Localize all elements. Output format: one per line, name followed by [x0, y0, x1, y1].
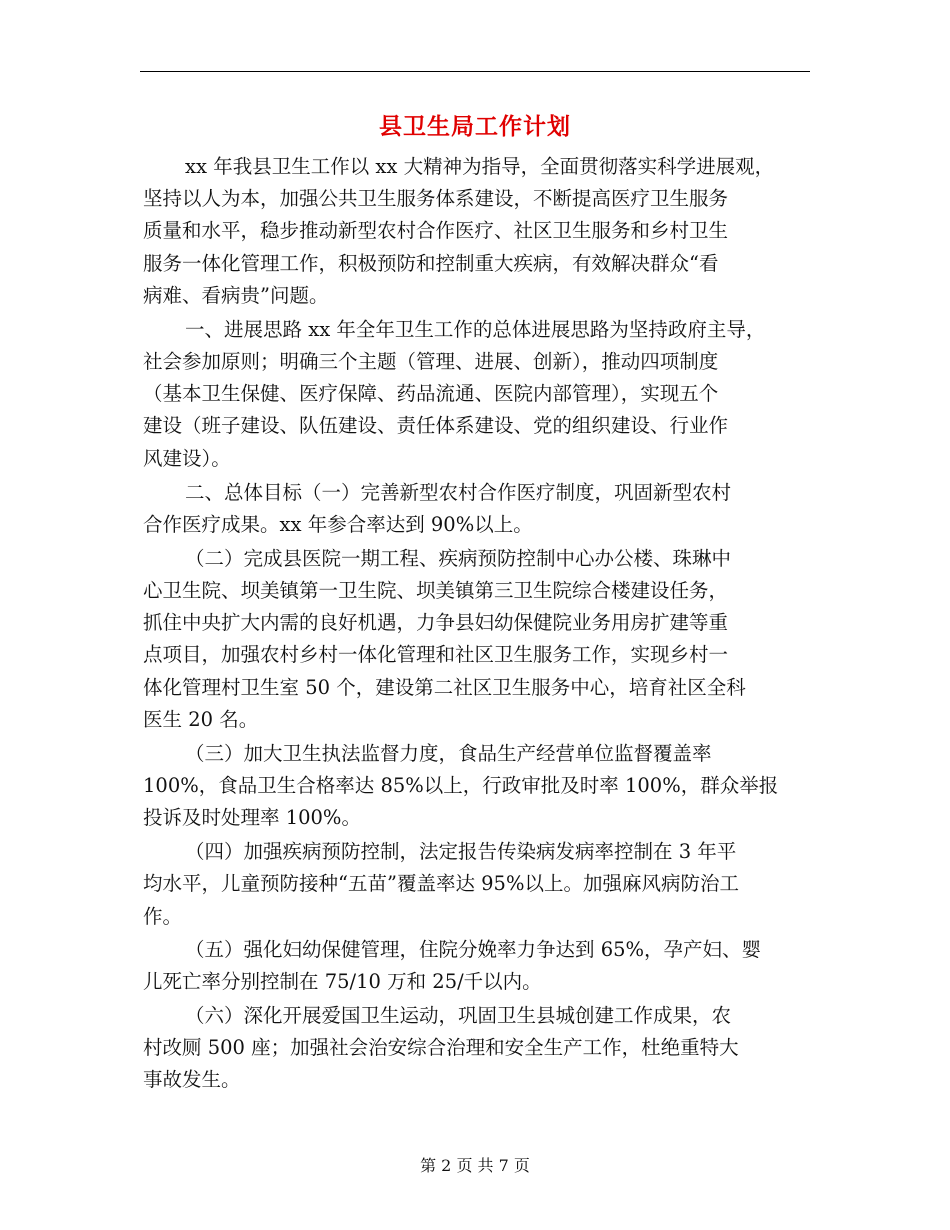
body-line: 医生 20 名。 [143, 708, 259, 731]
body-line: 建设（班子建设、队伍建设、责任体系建设、党的组织建设、行业作 [143, 414, 729, 437]
body-line: 服务一体化管理工作，积极预防和控制重大疾病，有效解决群众“看 [143, 252, 719, 275]
body-line: 100%，食品卫生合格率达 85%以上，行政审批及时率 100%，群众举报 [143, 774, 779, 797]
body-line: 体化管理村卫生室 50 个，建设第二社区卫生服务中心，培育社区全科 [143, 676, 746, 699]
body-line: （四）加强疾病预防控制，法定报告传染病发病率控制在 3 年平 [185, 840, 737, 863]
body-line: 作。 [143, 905, 183, 928]
body-line: 二、总体目标（一）完善新型农村合作医疗制度，巩固新型农村 [185, 481, 732, 504]
body-line: （六）深化开展爱国卫生运动，巩固卫生县城创建工作成果，农 [185, 1004, 732, 1027]
page-title: 县卫生局工作计划 [379, 113, 571, 140]
body-line: 病难、看病贵”问题。 [143, 284, 329, 307]
body-line: （五）强化妇幼保健管理，住院分娩率力争达到 65%，孕产妇、婴 [185, 938, 762, 961]
body-line: 村改厕 500 座；加强社会治安综合治理和安全生产工作，杜绝重特大 [143, 1036, 739, 1059]
body-line: 投诉及时处理率 100%。 [143, 806, 361, 829]
body-line: 抓住中央扩大内需的良好机遇，力争县妇幼保健院业务用房扩建等重 [143, 611, 729, 634]
body-line: （基本卫生保健、医疗保障、药品流通、医院内部管理），实现五个 [143, 382, 719, 405]
body-line: 均水平，儿童预防接种“五苗”覆盖率达 95%以上。加强麻风病防治工 [143, 872, 739, 895]
body-line: （三）加大卫生执法监督力度，食品生产经营单位监督覆盖率 [185, 742, 712, 765]
body-line: 事故发生。 [143, 1068, 241, 1091]
body-line: 点项目，加强农村乡村一体化管理和社区卫生服务工作，实现乡村一 [143, 643, 729, 666]
body-line: 坚持以人为本，加强公共卫生服务体系建设，不断提高医疗卫生服务 [143, 187, 729, 210]
body-line: 社会参加原则；明确三个主题（管理、进展、创新），推动四项制度 [143, 350, 719, 373]
page-number-footer: 第 2 页 共 7 页 [420, 1156, 530, 1175]
header-rule [140, 71, 810, 72]
body-line: 合作医疗成果。xx 年参合率达到 90%以上。 [143, 513, 533, 536]
body-line: xx 年我县卫生工作以 xx 大精神为指导，全面贯彻落实科学进展观， [185, 155, 775, 178]
body-line: 一、进展思路 xx 年全年卫生工作的总体进展思路为坚持政府主导， [185, 318, 766, 341]
body-line: 心卫生院、坝美镇第一卫生院、坝美镇第三卫生院综合楼建设任务， [143, 579, 729, 602]
body-line: 风建设）。 [143, 447, 231, 470]
body-line: 质量和水平，稳步推动新型农村合作医疗、社区卫生服务和乡村卫生 [143, 219, 729, 242]
body-line: （二）完成县医院一期工程、疾病预防控制中心办公楼、珠琳中 [185, 547, 732, 570]
body-line: 儿死亡率分别控制在 75/10 万和 25/千以内。 [143, 970, 542, 993]
